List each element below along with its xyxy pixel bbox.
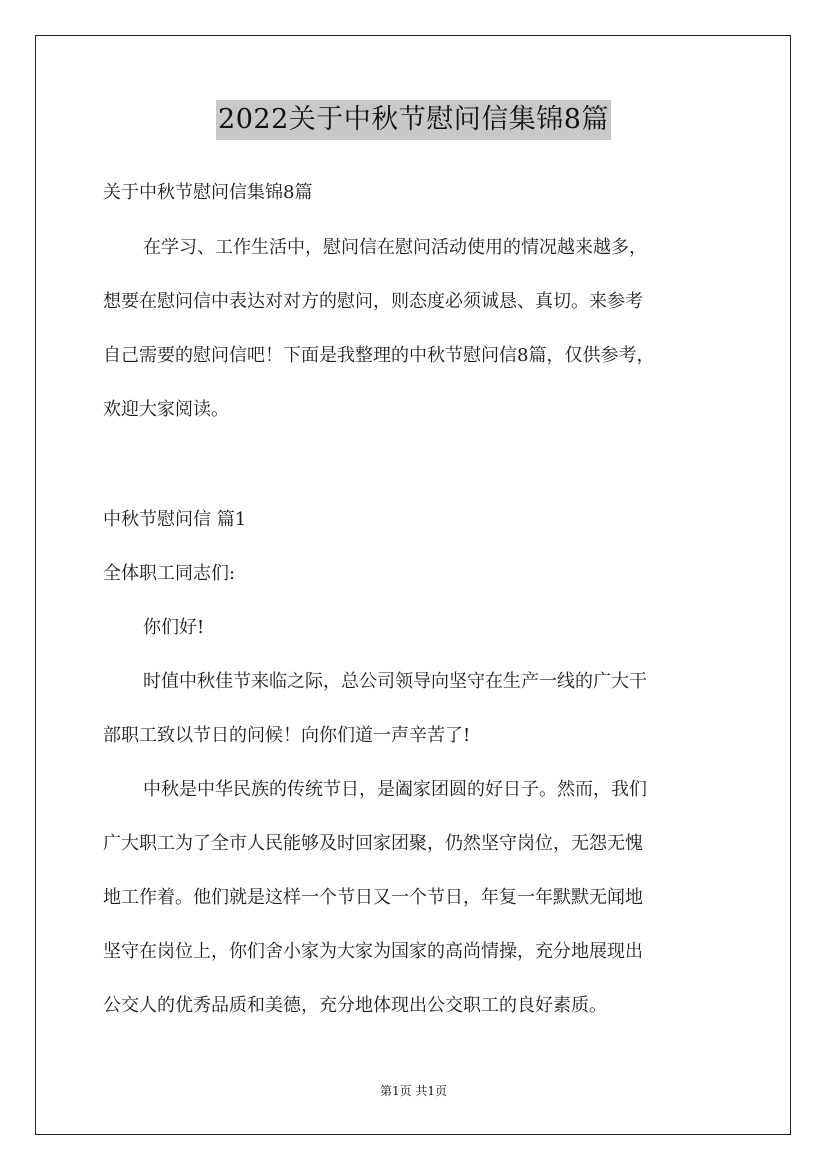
page-number: 第1页 共1页 [379,1084,448,1098]
title-container [0,100,827,140]
document-title: 2022关于中秋节慰问信集锦8篇 [216,100,611,140]
intro-line-4: 欢迎大家阅读。 [103,399,229,420]
para1-line-2: 部职工致以节日的问候！向你们道一声辛苦了! [103,725,471,746]
intro-line-3: 自己需要的慰问信吧！下面是我整理的中秋节慰问信8篇，仅供参考， [103,345,655,366]
section-heading: 中秋节慰问信 篇1 [103,509,247,530]
para2-line-2: 广大职工为了全市人民能够及时回家团聚，仍然坚守岗位，无怨无愧 [103,833,643,854]
document-subtitle: 关于中秋节慰问信集锦8篇 [103,182,313,203]
para2-line-4: 坚守在岗位上，你们舍小家为大家为国家的高尚情操，充分地展现出 [103,941,643,962]
para2-line-1: 中秋是中华民族的传统节日，是阖家团圆的好日子。然而，我们 [143,779,647,800]
greeting: 你们好! [143,617,205,638]
para2-line-3: 地工作着。他们就是这样一个节日又一个节日，年复一年默默无闻地 [103,887,643,908]
salutation: 全体职工同志们: [103,563,236,584]
intro-line-1: 在学习、工作生活中，慰问信在慰问活动使用的情况越来越多， [143,237,647,258]
para2-line-5: 公交人的优秀品质和美德，充分地体现出公交职工的良好素质。 [103,995,607,1016]
para1-line-1: 时值中秋佳节来临之际，总公司领导向坚守在生产一线的广大干 [143,671,647,692]
intro-line-2: 想要在慰问信中表达对对方的慰问，则态度必须诚恳、真切。来参考 [103,291,643,312]
